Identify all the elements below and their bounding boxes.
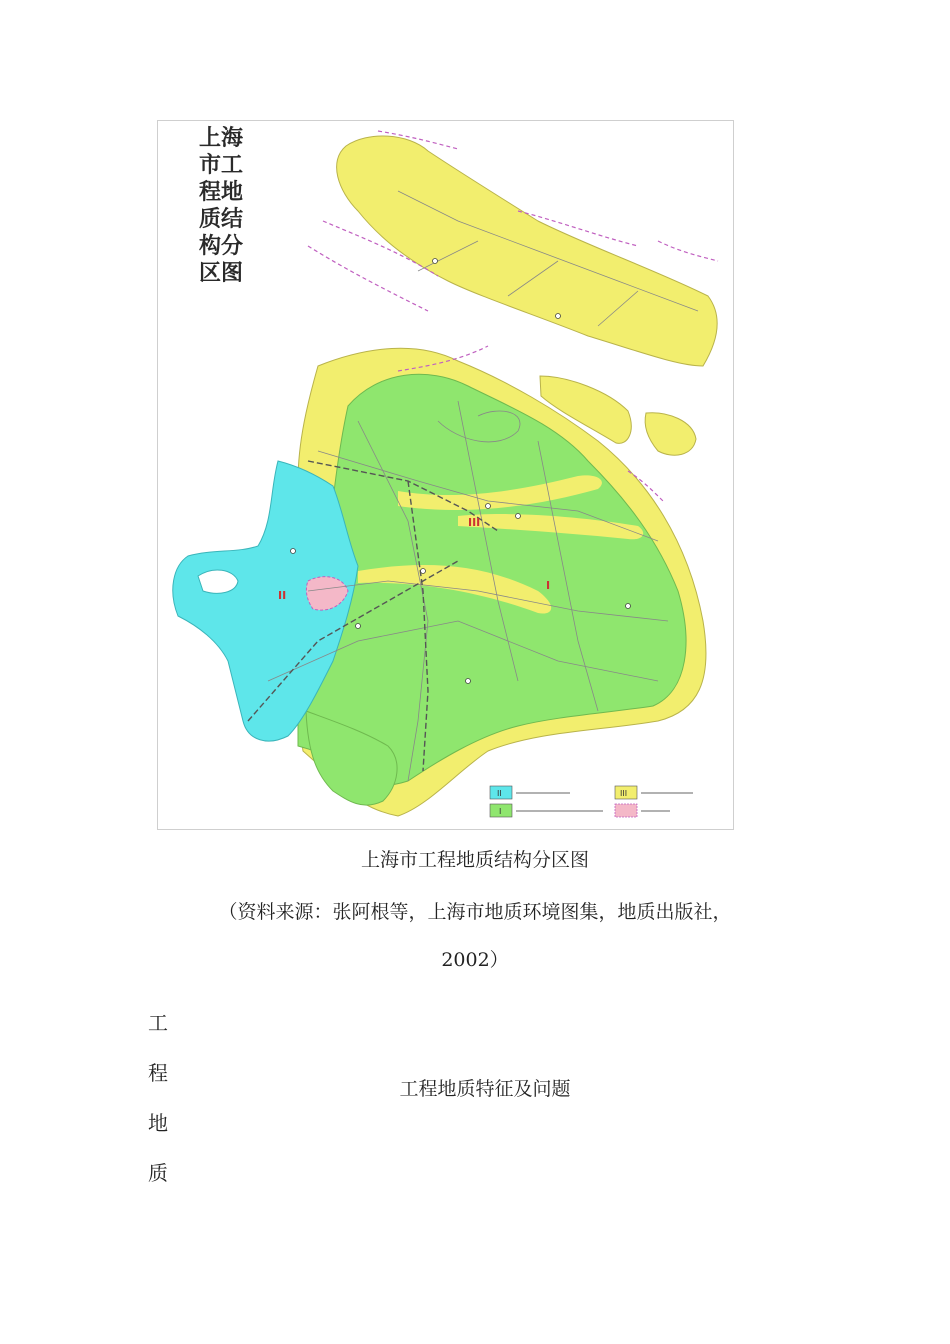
vertical-row-label <box>143 998 173 1198</box>
legend-swatch-pink <box>615 804 637 817</box>
zone-label-green: I <box>546 579 551 592</box>
vertical-char: 工 <box>148 1011 168 1035</box>
lake-patch <box>198 570 238 593</box>
geology-zoning-map <box>157 120 734 830</box>
zone-label-cyan: II <box>278 589 287 602</box>
figure-source-line-1: （资料来源：张阿根等，上海市地质环境图集，地质出版社， <box>218 901 732 923</box>
vertical-char: 质 <box>148 1161 168 1185</box>
chongming-island <box>337 136 717 366</box>
zone-label-yellow: III <box>468 516 481 529</box>
section-title: 工程地质特征及问题 <box>399 1078 571 1100</box>
hengsha-island <box>645 413 696 455</box>
legend-symbol-green: I <box>499 807 502 816</box>
legend-symbol-yellow: III <box>620 789 628 798</box>
map-legend <box>490 786 693 817</box>
vertical-char: 地 <box>148 1111 168 1135</box>
legend-symbol-cyan: II <box>497 789 502 798</box>
figure-caption-title: 上海市工程地质结构分区图 <box>360 849 589 871</box>
figure-source-line-2: 2002） <box>441 949 509 971</box>
map-vertical-title: 上海市工程地质结构分区图 <box>198 126 243 286</box>
vertical-char: 程 <box>148 1061 168 1085</box>
